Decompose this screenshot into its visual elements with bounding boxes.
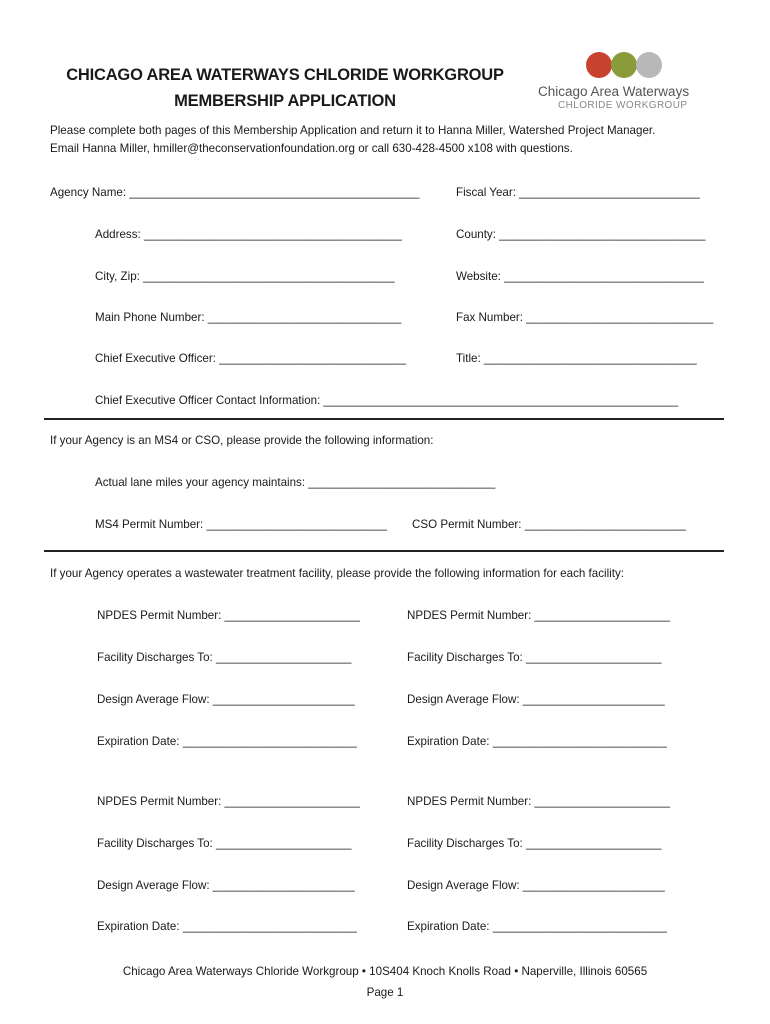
section-divider [44, 550, 724, 552]
design-flow-field[interactable]: Design Average Flow: ______________________ [407, 693, 665, 706]
wastewater-section-heading: If your Agency operates a wastewater treatment facility, please provide the following information for each facility: [50, 567, 624, 580]
document-title [40, 62, 530, 114]
facility-discharges-field[interactable]: Facility Discharges To: _____________________ [97, 651, 352, 664]
instructions-line-2: Email Hanna Miller, hmiller@theconservationfoundation.org or call 630-428-4500 x108 with questions. [50, 142, 573, 155]
workgroup-logo [534, 50, 724, 114]
design-flow-field[interactable]: Design Average Flow: ______________________ [407, 879, 665, 892]
ceo-contact-field[interactable]: Chief Executive Officer Contact Information: _______________________________________________________ [95, 394, 679, 407]
page-number: Page 1 [366, 986, 404, 999]
instructions [50, 122, 740, 158]
county-field[interactable]: County: ________________________________ [456, 228, 706, 241]
logo-name: Chicago Area Waterways [538, 84, 690, 99]
agency-name-field[interactable]: Agency Name: _____________________________________________ [50, 186, 420, 199]
fax-number-field[interactable]: Fax Number: _____________________________ [456, 311, 714, 324]
facility-discharges-field[interactable]: Facility Discharges To: _____________________ [407, 651, 662, 664]
ms4-section-heading: If your Agency is an MS4 or CSO, please provide the following information: [50, 434, 434, 447]
title-line-1: CHICAGO AREA WATERWAYS CHLORIDE WORKGROUP [66, 66, 504, 84]
facility-discharges-field[interactable]: Facility Discharges To: _____________________ [407, 837, 662, 850]
instructions-line-1: Please complete both pages of this Membership Application and return it to Hanna Miller, Watershed Project Manager. [50, 124, 656, 137]
title-line-2: MEMBERSHIP APPLICATION [174, 92, 396, 110]
fiscal-year-field[interactable]: Fiscal Year: ____________________________ [456, 186, 700, 199]
title-field[interactable]: Title: _________________________________ [456, 352, 697, 365]
ceo-field[interactable]: Chief Executive Officer: _____________________________ [95, 352, 407, 365]
lane-miles-field[interactable]: Actual lane miles your agency maintains: _____________________________ [95, 476, 496, 489]
expiration-date-field[interactable]: Expiration Date: ___________________________ [407, 920, 667, 933]
npdes-permit-field[interactable]: NPDES Permit Number: _____________________ [407, 609, 670, 622]
footer-address: Chicago Area Waterways Chloride Workgroup • 10S404 Knoch Knolls Road • Naperville, Illinois 60565 [122, 965, 648, 978]
facility-discharges-field[interactable]: Facility Discharges To: _____________________ [97, 837, 352, 850]
npdes-permit-field[interactable]: NPDES Permit Number: _____________________ [97, 609, 360, 622]
city-zip-field[interactable]: City, Zip: _______________________________________ [95, 270, 395, 283]
ms4-permit-field[interactable]: MS4 Permit Number: ____________________________ [95, 518, 387, 531]
npdes-permit-field[interactable]: NPDES Permit Number: _____________________ [97, 795, 360, 808]
section-divider [44, 418, 724, 420]
design-flow-field[interactable]: Design Average Flow: ______________________ [97, 879, 355, 892]
main-phone-field[interactable]: Main Phone Number: ______________________________ [95, 311, 402, 324]
logo-circles-icon [586, 50, 666, 80]
logo-subtitle: CHLORIDE WORKGROUP [558, 100, 688, 111]
cso-permit-field[interactable]: CSO Permit Number: _________________________ [412, 518, 686, 531]
expiration-date-field[interactable]: Expiration Date: ___________________________ [407, 735, 667, 748]
address-field[interactable]: Address: ________________________________________ [95, 228, 402, 241]
npdes-permit-field[interactable]: NPDES Permit Number: _____________________ [407, 795, 670, 808]
website-field[interactable]: Website: _______________________________ [456, 270, 704, 283]
expiration-date-field[interactable]: Expiration Date: ___________________________ [97, 920, 357, 933]
expiration-date-field[interactable]: Expiration Date: ___________________________ [97, 735, 357, 748]
design-flow-field[interactable]: Design Average Flow: ______________________ [97, 693, 355, 706]
